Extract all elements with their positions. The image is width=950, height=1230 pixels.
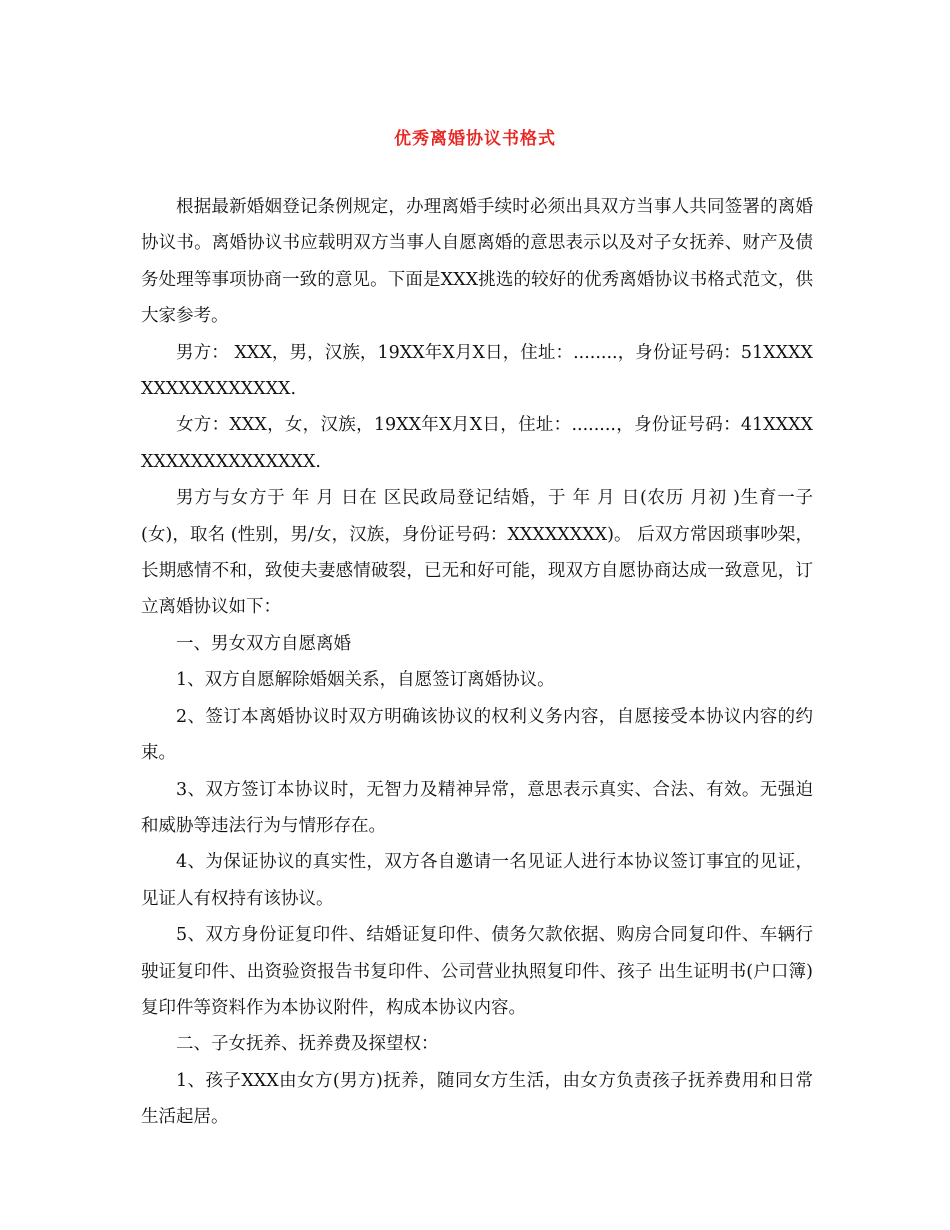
clause-1-1: 1、双方自愿解除婚姻关系，自愿签订离婚协议。 bbox=[176, 670, 555, 691]
paragraph-marriage-info: 男方与女方于 年 月 日在 区民政局登记结婚，于 年 月 日(农历 月初 )生育一子(女)，取名 (性别，男/女，汉族，身份证号码：XXXXXXXX)。 后双方常因琐事吵架，长期感情不和，致使夫妻感情破裂，已无和好可能，现双方自愿协商达成一致意见，订立离婚协议如下： bbox=[141, 488, 813, 618]
clause-1-4: 4、为保证协议的真实性，双方各自邀请一名见证人进行本协议签订事宜的见证，见证人有权持有该协议。 bbox=[141, 852, 813, 909]
clause-1-3: 3、双方签订本协议时，无智力及精神异常，意思表示真实、合法、有效。无强迫和威胁等违法行为与情形存在。 bbox=[141, 779, 813, 836]
clause-2-1: 1、孩子XXX由女方(男方)抚养，随同女方生活，由女方负责孩子抚养费用和日常生活起居。 bbox=[141, 1070, 813, 1128]
document-body bbox=[141, 189, 813, 1136]
document-title: 优秀离婚协议书格式 bbox=[394, 129, 556, 149]
clause-1-2: 2、签订本离婚协议时双方明确该协议的权利义务内容，自愿接受本协议内容的约束。 bbox=[141, 706, 813, 764]
section-heading-divorce: 一、男女双方自愿离婚 bbox=[176, 633, 351, 654]
section-heading-child-custody: 二、子女抚养、抚养费及探望权： bbox=[176, 1034, 439, 1055]
paragraph-intro: 根据最新婚姻登记条例规定，办理离婚手续时必须出具双方当事人共同签署的离婚协议书。离婚协议书应载明双方当事人自愿离婚的意思表示以及对子女抚养、财产及债务处理等事项协商一致的意见。下面是XXX挑选的较好的优秀离婚协议书格式范文，供大家参考。 bbox=[141, 197, 813, 327]
paragraph-male-party: 男方： XXX，男，汉族，19XX年X月X日，住址：........，身份证号码：51XXXXXXXXXXXXXXXX. bbox=[141, 342, 813, 400]
clause-1-5: 5、双方身份证复印件、结婚证复印件、债务欠款依据、购房合同复印件、车辆行驶证复印件、出资验资报告书复印件、公司营业执照复印件、孩子 出生证明书(户口簿)复印件等资料作为本协议附件，构成本协议内容。 bbox=[141, 925, 813, 1018]
paragraph-female-party: 女方：XXX，女，汉族，19XX年X月X日，住址：........，身份证号码：41XXXXXXXXXXXXXXXXXX. bbox=[141, 415, 813, 472]
